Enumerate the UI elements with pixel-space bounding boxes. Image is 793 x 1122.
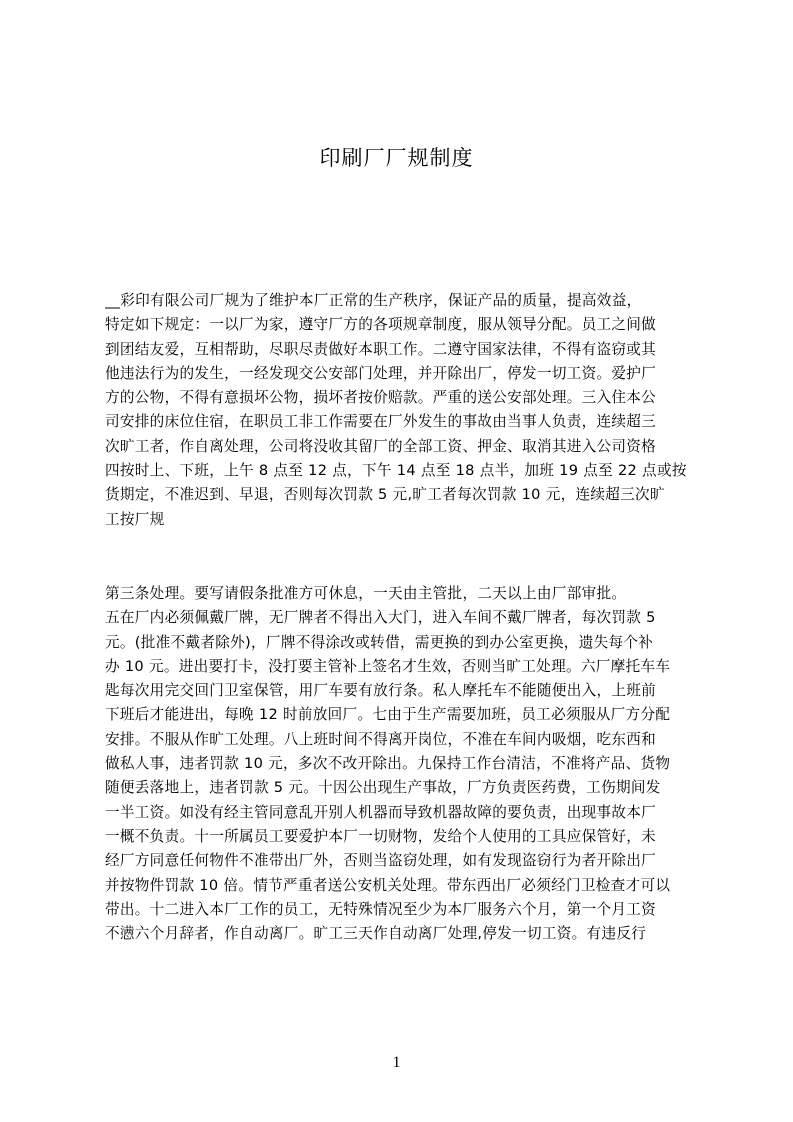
text-line: 匙每次用完交回门卫室保管，用厂车要有放行条。私人摩托车不能随便出入，上班前 bbox=[105, 682, 657, 700]
text-line: 一半工资。如没有经主管同意乱开别人机器而导致机器故障的要负责，出现事故本厂 bbox=[105, 803, 657, 821]
text-line: 安排。不服从作旷工处理。八上班时间不得离开岗位，不准在车间内吸烟，吃东西和 bbox=[105, 730, 657, 748]
text-line: 他违法行为的发生，一经发现交公安部门处理，并开除出厂，停发一切工资。爱护厂 bbox=[105, 364, 657, 382]
text-line: 随便丢落地上，违者罚款 5 元。十因公出现生产事故，厂方负责医药费，工伤期间发 bbox=[105, 779, 661, 797]
text-line: 经厂方同意任何物件不准带出厂外，否则当盗窃处理，如有发现盗窃行为者开除出厂 bbox=[105, 852, 657, 870]
text-line: 货期定，不准迟到、早退，否则每次罚款 5 元,旷工者每次罚款 10 元，连续超三次旷 bbox=[105, 486, 665, 504]
text-line: 特定如下规定：一以厂为家，遵守厂方的各项规章制度，服从领导分配。员工之间做 bbox=[105, 316, 657, 334]
text-line: 四按时上、下班，上午 8 点至 12 点，下午 14 点至 18 点半，加班 19 点至 22 点或按 bbox=[105, 462, 687, 480]
text-line: 五在厂内必须佩戴厂牌，无厂牌者不得出入大门，进入车间不戴厂牌者，每次罚款 5 bbox=[105, 609, 656, 627]
text-line: 方的公物，不得有意损坏公物，损坏者按价赔款。严重的送公安部处理。三入住本公 bbox=[105, 389, 657, 407]
text-line: 下班后才能进出，每晚 12 时前放回厂。七由于生产需要加班，员工必须服从厂方分配 bbox=[105, 706, 671, 724]
text-line: 并按物件罚款 10 倍。情节严重者送公安机关处理。带东西出厂必须经门卫检查才可以 bbox=[105, 876, 671, 894]
text-line: 第三条处理。要写请假条批准方可休息，一天由主管批，二天以上由厂部审批。 bbox=[105, 585, 627, 602]
body-paragraph-2 bbox=[105, 582, 696, 946]
text-line: 工按厂规 bbox=[105, 510, 165, 528]
text-line: 一概不负责。十一所属员工要爱护本厂一切财物，发给个人使用的工具应保管好，未 bbox=[105, 827, 657, 845]
body-paragraph-1 bbox=[105, 289, 696, 532]
text-line: 不懑六个月辞者，作自动离厂。旷工三天作自动离厂处理,停发一切工资。有违反行 bbox=[105, 925, 647, 943]
text-line: 做私人事，违者罚款 10 元，多次不改开除出。九保持工作台清洁，不准将产品、货物 bbox=[105, 755, 671, 773]
text-line: 次旷工者，作自离处理，公司将没收其留厂的全部工资、押金、取消其进入公司资格 bbox=[105, 437, 657, 455]
text-line: 到团结友爱，互相帮助，尽职尽责做好本职工作。二遵守国家法律，不得有盗窃或其 bbox=[105, 340, 657, 358]
text-line: 元。(批准不戴者除外)，厂牌不得涂改或转借，需更换的到办公室更换，遗失每个补 bbox=[105, 633, 654, 651]
text-line: 带出。十二进入本厂工作的员工，无特殊情况至少为本厂服务六个月，第一个月工资 bbox=[105, 900, 657, 918]
page-number: 1 bbox=[392, 1054, 401, 1071]
text-line: 司安排的床位住宿，在职员工非工作需要在厂外发生的事故由当事人负责，连续超三 bbox=[105, 413, 657, 431]
text-line: __彩印有限公司厂规为了维护本厂正常的生产秩序，保证产品的质量，提高效益， bbox=[105, 292, 642, 309]
text-line: 办 10 元。进出要打卡，没打要主管补上签名才生效，否则当旷工处理。六厂摩托车车 bbox=[105, 657, 671, 675]
document-title: 印刷厂厂规制度 bbox=[319, 146, 474, 170]
